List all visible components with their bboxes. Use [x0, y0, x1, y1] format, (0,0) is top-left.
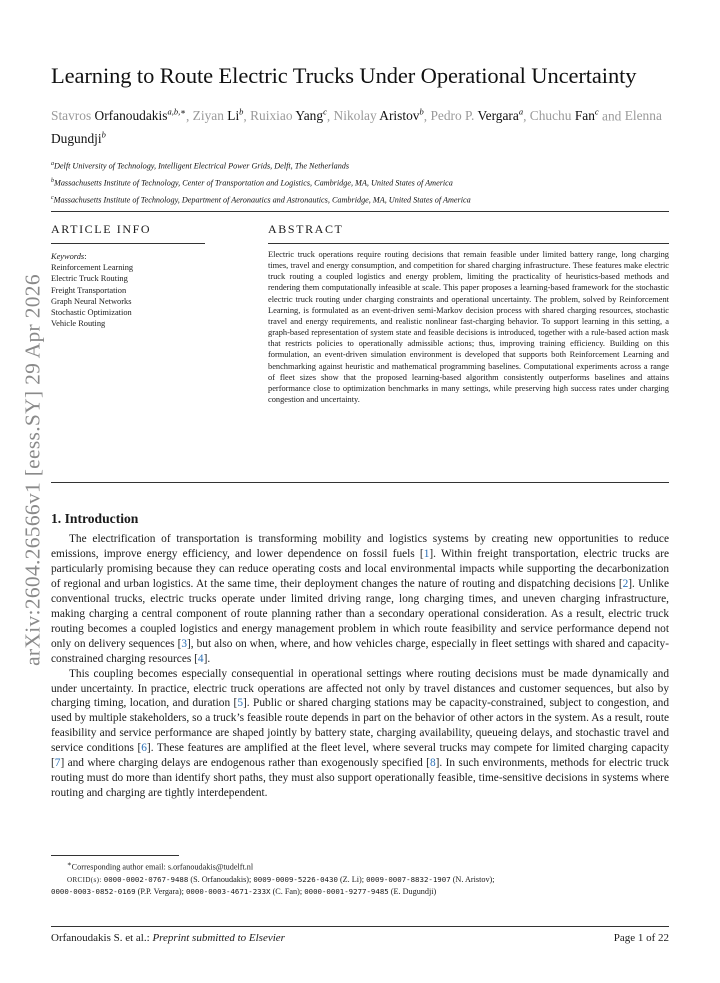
corresponding-email: Corresponding author email: s.orfanoudakis@tudelft.nl — [71, 862, 254, 872]
orcid-owner: (Z. Li) — [339, 874, 362, 884]
author-surname: Vergara — [477, 108, 519, 124]
author-given-name: Ziyan — [192, 108, 224, 124]
orcid-owner: (E. Dugundji) — [390, 886, 437, 896]
author-affiliation-mark: b — [419, 107, 424, 117]
paragraph-text: This coupling becomes especially consequential in operational settings where routing decisions must be made dynamically and under uncertainty. In practice, electric truck operations are affected not only by travel distances and customer sequences, but also by charging timing, location, and duration [ — [51, 667, 669, 710]
keywords-label: Keywords — [51, 252, 85, 261]
keyword: Electric Truck Routing — [51, 274, 128, 284]
orcid-line — [51, 874, 669, 886]
arxiv-identifier: arXiv:2604.26566v1 [eess.SY] 29 Apr 2026 — [20, 274, 45, 666]
orcid-id: 0000-0002-0767-9488 — [103, 874, 189, 884]
citation-link[interactable]: 7 — [54, 757, 61, 770]
orcid-separator: ; — [249, 874, 254, 884]
affiliation-list — [51, 157, 671, 208]
footer-venue: Preprint submitted to Elsevier — [152, 932, 285, 944]
affiliation-mark: b — [51, 178, 54, 185]
author-given-name: Ruixiao — [250, 108, 293, 124]
author-separator: , — [243, 108, 251, 124]
affiliation — [51, 174, 671, 191]
author — [334, 108, 424, 123]
author-given-name: Pedro P. — [430, 108, 475, 124]
orcid-separator: ; — [361, 874, 367, 884]
orcid-separator: ; — [181, 886, 186, 896]
author-surname: Yang — [295, 108, 324, 124]
arxiv-side-stamp — [18, 250, 48, 690]
author-affiliation-mark: a — [518, 107, 524, 117]
orcid-label: ORCID(s): — [67, 875, 102, 884]
orcid-id: 0009-0009-5226-0430 — [253, 874, 338, 884]
author — [430, 108, 523, 123]
author-surname: Fan — [574, 108, 595, 124]
affiliation-text: Massachusetts Institute of Technology, Center of Transportation and Logistics, Cambridge, MA, United States of America — [54, 178, 453, 188]
footer-author: Orfanoudakis S. et al.: — [51, 932, 150, 944]
citation-link[interactable]: 8 — [429, 757, 436, 770]
orcid-list — [51, 874, 669, 898]
author-given-name: Stavros — [51, 108, 92, 124]
author-list — [51, 103, 671, 148]
author-given-name: Chuchu — [529, 108, 572, 124]
article-info-divider — [51, 243, 205, 244]
abstract-text: Electric truck operations require routing decisions that remain feasible under limited battery range, long charging times, travel and energy consumption, and competition for shared charging infrastructure. These features make electric truck routing a coupled logistics and energy problem, limiting the practicality of heuristics-based methods and rendering them computationally infeasible at scale. This paper proposes a learning-based framework for the stochastic electric truck routing under charging constraints and operational uncertainty. The problem, solved by Reinforcement Learning, is formulated as an event-driven semi-Markov decision process with shared charging resources, stochastic travel and energy requirements, and realistic nonlinear fast-charging behavior. To support learning in this setting, a graph-based representation of system state and feasible decisions is introduced, together with a rule-based action mask that restricts policies to operationally admissible actions; thus, improving training efficiency. Building on this formulation, an event-driven simulation environment is developed that supports both Reinforcement Learning and benchmarking against heuristic and mathematical programming baselines. Computational experiments across a range of fleet sizes show that the proposed learning-based algorithm consistently outperforms baselines and attains performance close to optimization benchmarks in many settings, while preserving high success rates under charging congestion and uncertainty. — [268, 250, 669, 405]
author-separator: , — [185, 108, 193, 124]
paragraph-text: ] and where charging delays are endogenous rather than exogenously specified [ — [60, 757, 430, 770]
citation-link[interactable]: 4 — [197, 652, 204, 665]
author-separator: , — [523, 108, 530, 124]
corresponding-mark: ∗ — [67, 861, 72, 868]
keywords-block: Keywords: Reinforcement Learning Electric Truck Routing Freight Transportation Graph Neural Networks Stochastic Optimization Vehicle Routing — [51, 251, 211, 329]
intro-paragraph — [51, 532, 669, 667]
keyword-list — [51, 262, 211, 329]
orcid-id: 0000-0003-0852-0169 — [51, 886, 136, 896]
author-affiliation-mark: a,b,∗ — [167, 107, 186, 117]
paragraph-text: The electrification of transportation is transforming mobility and logistics systems by creating new opportunities to reduce emissions, improve energy efficiency, and lower dependence on fossil fuels [ — [51, 533, 669, 560]
introduction-body — [51, 532, 669, 801]
article-info-heading: ARTICLE INFO — [51, 222, 152, 236]
author — [530, 108, 599, 123]
paragraph-text: ]. Public or shared charging stations may be capacity-constrained, subject to congestion, and used by multiple stakeholders, so a truck’s feasible route depends in part on the behavior of other actors in the system. As a result, route feasibility and service performance are shaped jointly by battery state, charging availability, queueing delays, and stochastic travel and service conditions [ — [51, 697, 669, 755]
orcid-owner: (N. Aristov) — [452, 874, 493, 884]
author-surname: Aristov — [379, 108, 420, 124]
orcid-id: 0000-0003-4671-233X — [185, 886, 271, 896]
abstract-heading: ABSTRACT — [268, 222, 344, 236]
affiliation-mark: c — [51, 195, 54, 202]
orcid-separator: ; — [492, 874, 495, 884]
footnote-divider — [51, 855, 179, 856]
paragraph-text: ], but also on when, where, and how vehicles charge, especially in fleet settings with shared and capacity-constrained charging resources [ — [51, 637, 669, 665]
author-separator: and — [598, 108, 625, 124]
author-surname: Dugundji — [51, 130, 102, 146]
citation-link[interactable]: 1 — [423, 547, 430, 560]
paragraph-text: ]. Within freight transportation, electric trucks are particularly promising because they can reduce operating costs and local environmental impacts while supporting the decarbonization of regional and urban logistics. At the same time, their deployment changes the nature of routing and dispatching decisions [ — [51, 547, 670, 590]
author-affiliation-mark: c — [323, 107, 327, 117]
orcid-line — [51, 886, 669, 898]
keyword: Reinforcement Learning — [51, 263, 134, 273]
corresponding-author-note — [51, 859, 669, 874]
paragraph-text: ]. In such environments, methods for electric truck routing must do more than identify short paths, they must also support operationally feasible, time-sensitive decisions in systems where routing and charging are tightly interdependent. — [51, 757, 669, 800]
author-affiliation-mark: b — [101, 129, 106, 140]
keyword: Stochastic Optimization — [51, 308, 132, 318]
footnotes — [51, 859, 669, 898]
affiliation — [51, 157, 671, 174]
author-given-name: Elenna — [624, 108, 662, 124]
author-separator: , — [423, 108, 431, 124]
author-separator: , — [326, 108, 334, 124]
citation-link[interactable]: 3 — [181, 637, 188, 650]
footer-divider — [51, 926, 669, 927]
abstract-bottom-divider — [51, 482, 669, 483]
orcid-owner: (C. Fan) — [272, 886, 300, 896]
abstract-divider — [268, 243, 669, 244]
affiliation-mark: a — [51, 161, 54, 167]
keyword: Graph Neural Networks — [51, 296, 132, 306]
orcid-separator: ; — [299, 886, 305, 896]
citation-link[interactable]: 2 — [622, 577, 629, 590]
intro-paragraph — [51, 667, 669, 802]
keyword: Vehicle Routing — [51, 319, 106, 329]
author-surname: Li — [227, 108, 240, 124]
affiliation-text: Massachusetts Institute of Technology, Department of Aeronautics and Astronautics, Cambridge, MA, United States of America — [53, 196, 471, 206]
header-divider — [51, 211, 669, 212]
author — [51, 108, 186, 123]
author — [193, 108, 244, 123]
author — [250, 108, 327, 123]
citation-link[interactable]: 6 — [141, 742, 147, 755]
affiliation — [51, 191, 671, 208]
keyword: Freight Transportation — [51, 285, 127, 295]
orcid-id: 0009-0007-8832-1907 — [366, 874, 451, 884]
paragraph-text: ]. These features are amplified at the fleet level, where several trucks may compete for limited charging capacity [ — [51, 742, 669, 770]
author-affiliation-mark: b — [239, 107, 244, 117]
orcid-id: 0000-0001-9277-9485 — [304, 886, 389, 896]
page-number: Page 1 of 22 — [613, 932, 669, 944]
author-affiliation-mark: c — [594, 107, 599, 117]
author-given-name: Nikolay — [333, 108, 377, 124]
section-heading-introduction: 1. Introduction — [51, 511, 139, 526]
paper-title: Learning to Route Electric Trucks Under Operational Uncertainty — [51, 63, 637, 88]
orcid-owner: (P.P. Vergara) — [137, 886, 182, 896]
author-surname: Orfanoudakis — [94, 108, 168, 124]
citation-link[interactable]: 5 — [237, 697, 244, 710]
affiliation-text: Delft University of Technology, Intelligent Electrical Power Grids, Delft, The Netherlands — [54, 161, 350, 171]
paragraph-text: ]. — [203, 652, 211, 665]
paragraph-text: ]. Unlike conventional trucks, electric trucks operate under limited driving range, long charging times, and uneven charging infrastructure, making charging a central component of route planning rather than a secondary operational consideration. As a result, electric truck routing becomes a coupled logistics and energy management problem in which route feasibility and service performance depend not only on delivery sequences [ — [51, 577, 669, 650]
running-footer — [51, 932, 285, 944]
orcid-owner: (S. Orfanoudakis) — [190, 874, 250, 884]
